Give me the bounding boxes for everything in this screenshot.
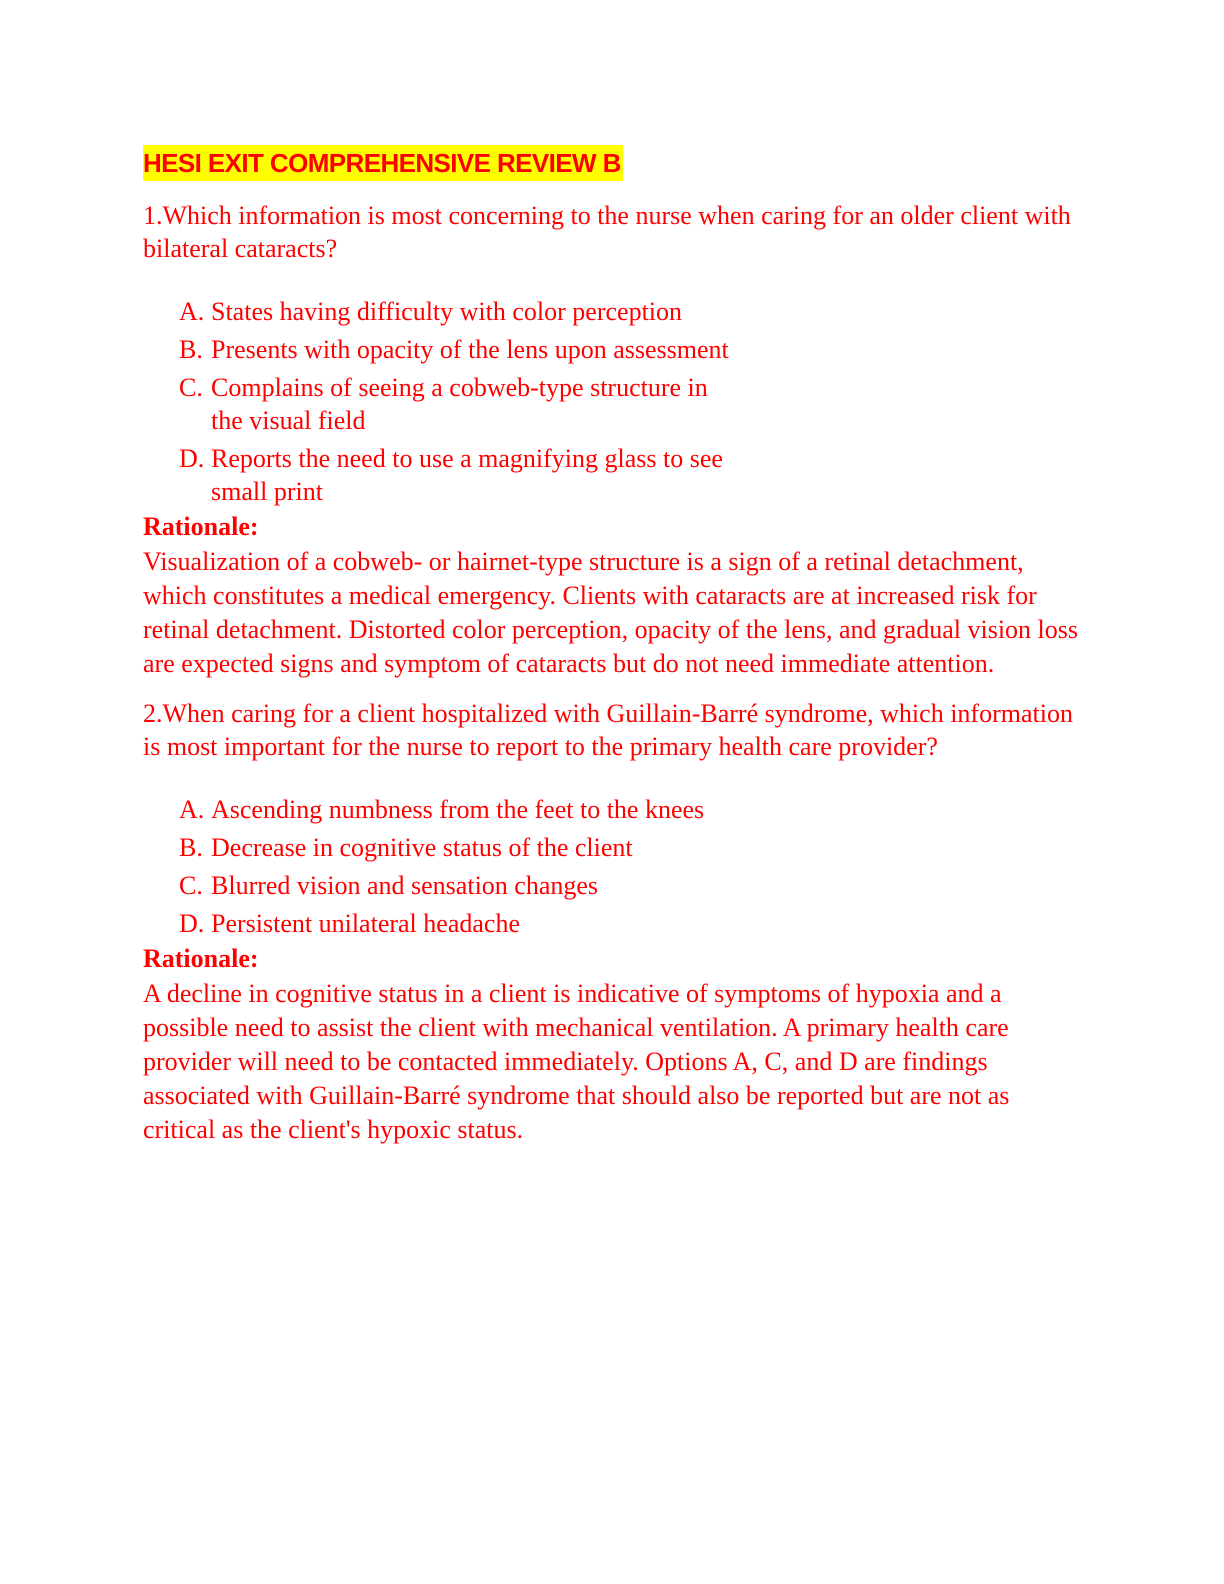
option-letter: B. [179, 335, 203, 364]
option-text: Decrease in cognitive status of the client [211, 833, 633, 862]
option-text: Persistent unilateral headache [211, 909, 520, 938]
answer-option-d [143, 907, 741, 940]
answer-option-a [143, 295, 741, 328]
answer-option-b [143, 831, 741, 864]
rationale-label: Rationale: [143, 944, 259, 973]
question-block-2 [143, 697, 1083, 1147]
rationale-label: Rationale: [143, 512, 259, 541]
document-title: HESI EXIT COMPREHENSIVE REVIEW B [143, 145, 623, 181]
question-text: 2.When caring for a client hospitalized with Guillain-Barré syndrome, which information is most important for the nurse to report to the primary health care provider? [143, 699, 1073, 761]
option-text: Reports the need to use a magnifying glass to see small print [211, 444, 723, 506]
question-block-1 [143, 199, 1083, 681]
option-letter: D. [179, 444, 205, 473]
rationale-text: Visualization of a cobweb- or hairnet-type structure is a sign of a retinal detachment, which constitutes a medical emergency. Clients with cataracts are at increased risk for retinal detachment. Distorted color perception, opacity of the lens, and gradual vision loss are expected signs and symptom of cataracts but do not need immediate attention. [143, 547, 1079, 678]
answer-option-c [143, 869, 741, 902]
answer-option-a [143, 793, 741, 826]
option-text: Ascending numbness from the feet to the knees [211, 795, 705, 824]
option-text: Presents with opacity of the lens upon assessment [211, 335, 729, 364]
option-letter: C. [179, 373, 203, 402]
rationale-text: A decline in cognitive status in a client is indicative of symptoms of hypoxia and a possible need to assist the client with mechanical ventilation. A primary health care provider will need to be contacted immediately. Options A, C, and D are findings associated with Guillain-Barré syndrome that should also be reported but are not as critical as the client's hypoxic status. [143, 979, 1010, 1144]
answer-options [143, 295, 1083, 508]
option-letter: A. [179, 795, 205, 824]
answer-option-d [143, 442, 741, 508]
document-content [143, 145, 1083, 1147]
option-letter: D. [179, 909, 205, 938]
question-text: 1.Which information is most concerning to the nurse when caring for an older client with bilateral cataracts? [143, 201, 1071, 263]
option-letter: A. [179, 297, 205, 326]
option-text: Blurred vision and sensation changes [211, 871, 599, 900]
section-spacer [143, 681, 1083, 697]
answer-option-b [143, 333, 741, 366]
option-text: States having difficulty with color perception [211, 297, 683, 326]
answer-option-c [143, 371, 741, 437]
option-letter: B. [179, 833, 203, 862]
answer-options [143, 793, 1083, 940]
option-letter: C. [179, 871, 203, 900]
option-text: Complains of seeing a cobweb-type structure in the visual field [211, 373, 708, 435]
